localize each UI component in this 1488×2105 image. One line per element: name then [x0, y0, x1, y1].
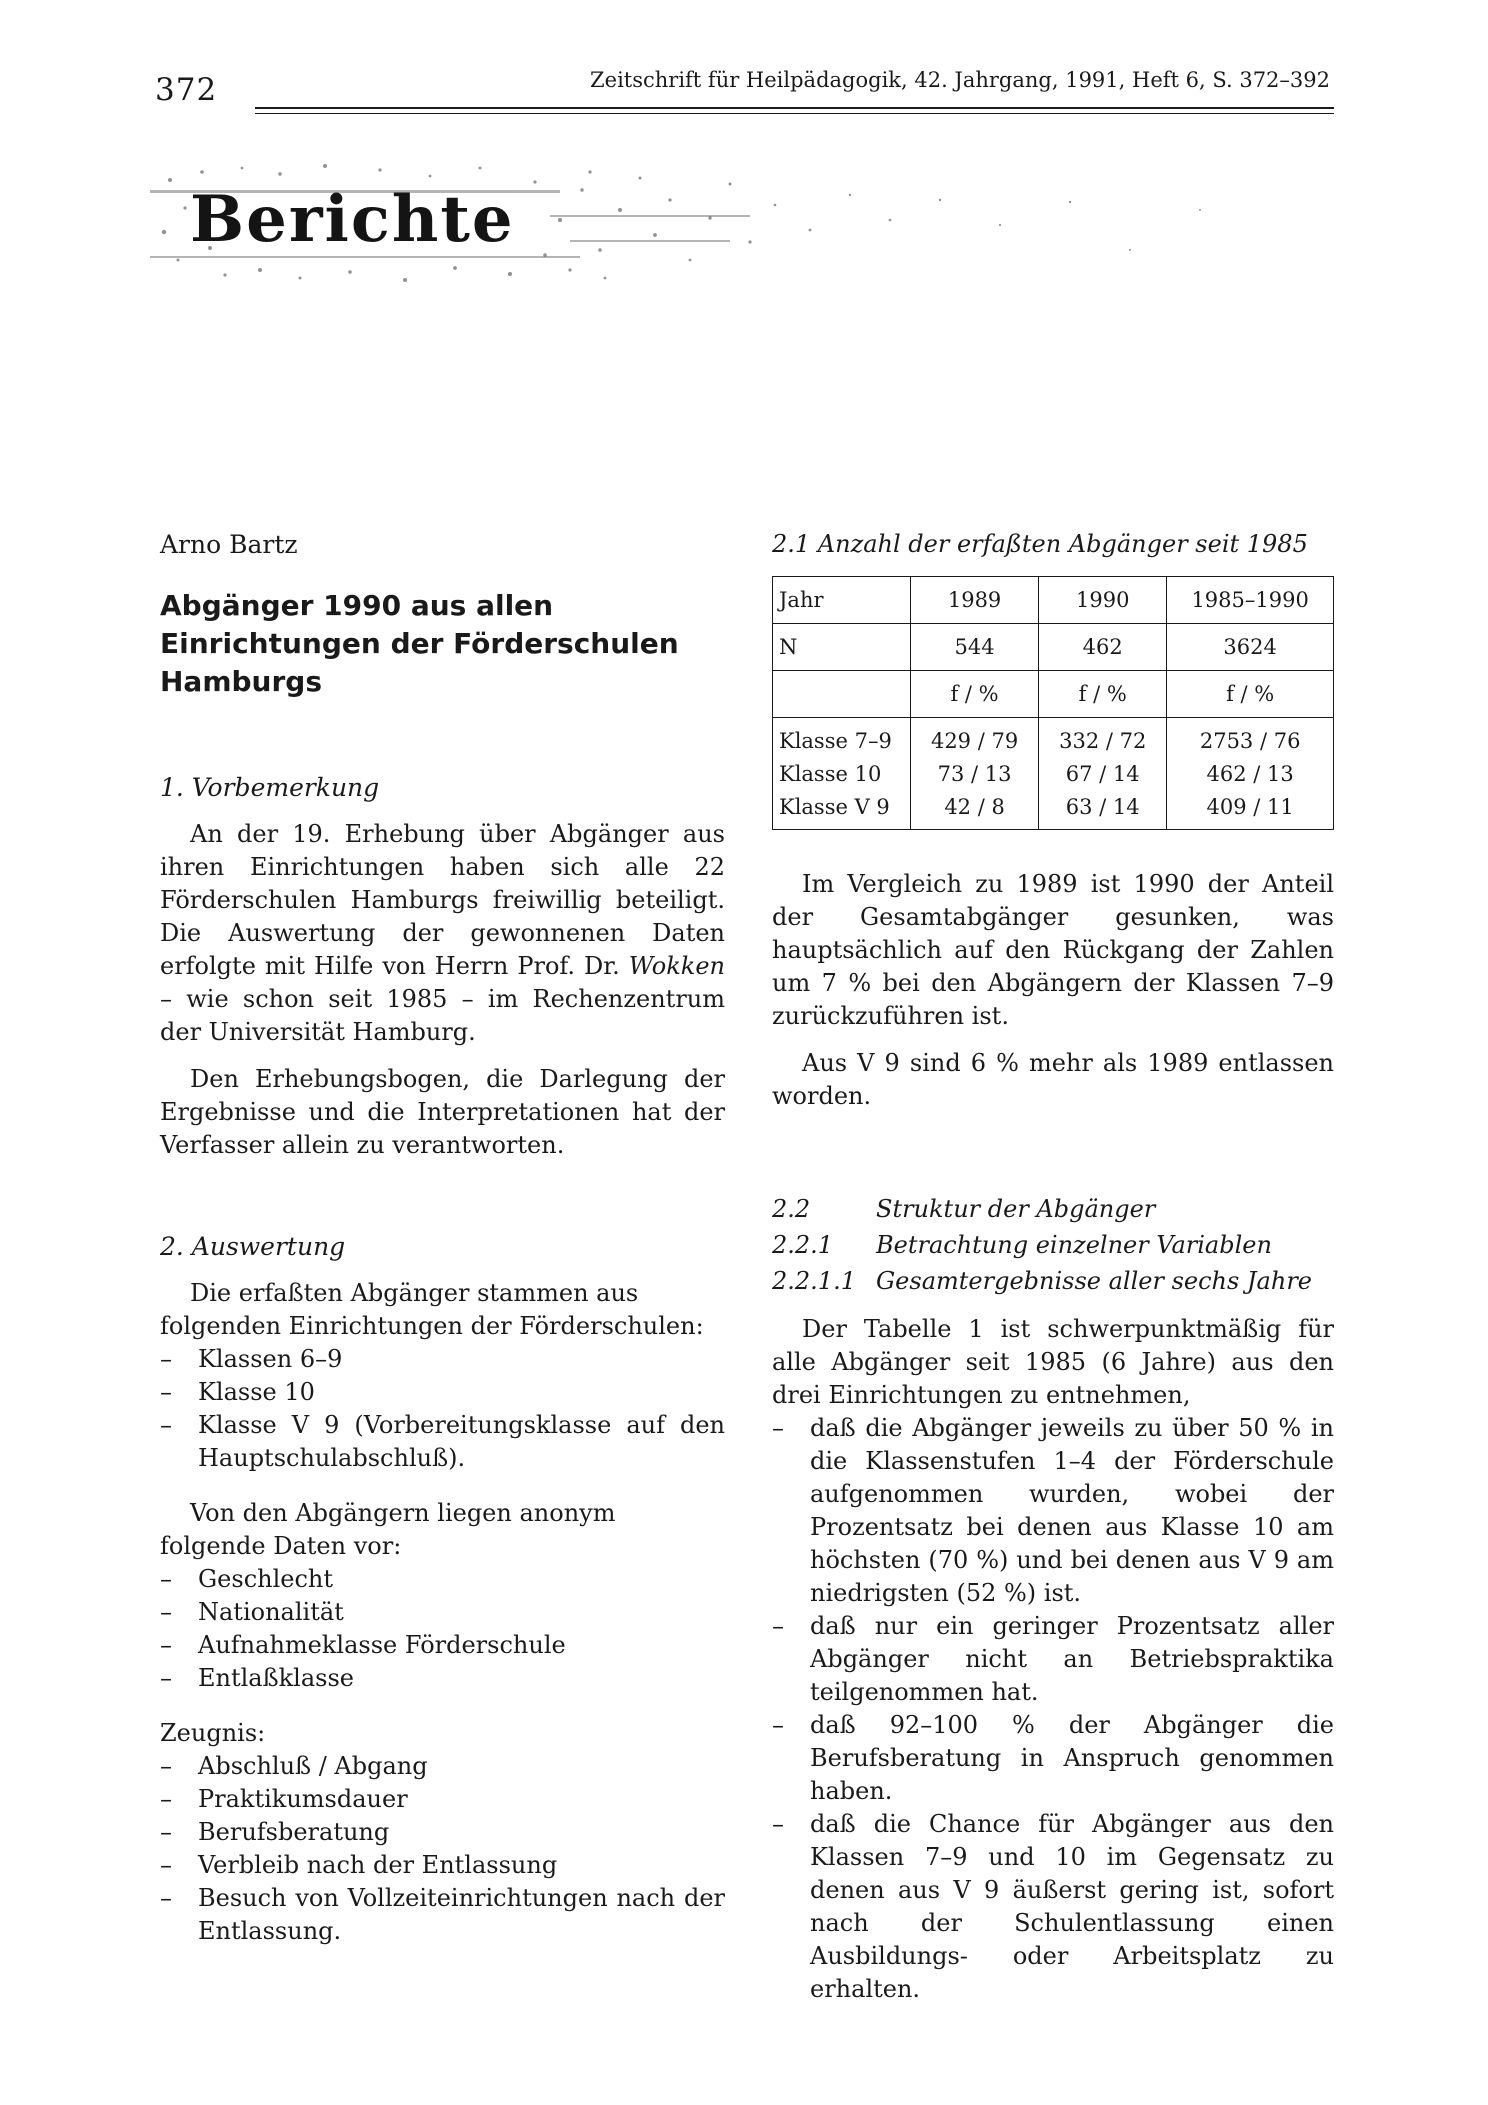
header-rule [255, 107, 1334, 109]
table-cell: Klasse V 9 [773, 790, 911, 830]
subheading-2-2-1: 2.2.1 Betrachtung einzelner Variablen [772, 1231, 1272, 1259]
table-row [773, 671, 1334, 718]
table-cell: Klasse 10 [773, 757, 911, 790]
table-cell: 63 / 14 [1039, 790, 1167, 830]
list-item: – daß die Abgänger jeweils zu über 50 % in die Klassenstufen 1–4 der Förderschule aufgenommen wurden, wobei der Prozentsatz bei denen aus Klasse 10 am höchsten (70 %) und bei denen aus V 9 am niedrigsten (52 %) ist. [772, 1414, 1334, 1607]
table-row [773, 624, 1334, 671]
list-item: – Klasse 10 [160, 1378, 315, 1406]
banner-title: Berichte [190, 182, 515, 257]
table-cell: 3624 [1167, 624, 1334, 671]
data-fields-list [160, 1563, 725, 1695]
results-list [772, 1412, 1334, 2006]
table-cell: f / % [1167, 671, 1334, 718]
header-rule-thin [255, 113, 1334, 114]
list-item: – Praktikumsdauer [160, 1785, 408, 1813]
list-item: – daß 92–100 % der Abgänger die Berufsberatung in Anspruch genommen haben. [772, 1711, 1334, 1805]
section-1-paragraph-1: An der 19. Erhebung über Abgänger aus ihren Einrichtungen haben sich alle 22 Förderschulen Hamburgs freiwillig beteiligt. Die Auswertung der gewonnenen Daten erfolgte mit Hilfe von Herrn Prof. Dr. Wokken – wie schon seit 1985 – im Rechenzentrum der Universität Hamburg. [160, 820, 725, 1046]
table-row [773, 577, 1334, 624]
table-row [773, 718, 1334, 758]
section-2-heading: 2. Auswertung [160, 1232, 346, 1261]
author-name: Arno Bartz [160, 530, 298, 559]
list-item: – Abschluß / Abgang [160, 1752, 428, 1780]
left-column [160, 530, 725, 1970]
table-cell: 409 / 11 [1167, 790, 1334, 830]
table-cell: 332 / 72 [1039, 718, 1167, 758]
table-cell: 462 [1039, 624, 1167, 671]
table-cell: 2753 / 76 [1167, 718, 1334, 758]
list-item: – Klassen 6–9 [160, 1345, 343, 1373]
right-column [772, 530, 1334, 2028]
table-cell: Jahr [773, 577, 911, 624]
table-cell: Klasse 7–9 [773, 718, 911, 758]
list-item: – Geschlecht [160, 1565, 334, 1593]
running-head: Zeitschrift für Heilpädagogik, 42. Jahrgang, 1991, Heft 6, S. 372–392 [590, 68, 1330, 92]
zeugnis-list [160, 1750, 725, 1948]
table-row [773, 790, 1334, 830]
table-caption: 2.1 Anzahl der erfaßten Abgänger seit 1985 [772, 530, 1308, 558]
section-banner [150, 160, 1240, 290]
table-cell: 429 / 79 [911, 718, 1039, 758]
list-item: – Entlaßklasse [160, 1664, 354, 1692]
article-title: Abgänger 1990 aus allen Einrichtungen der Förderschulen Hamburgs [160, 589, 679, 698]
results-intro-paragraph: Der Tabelle 1 ist schwerpunktmäßig für alle Abgänger seit 1985 (6 Jahre) aus den drei Einrichtungen zu entnehmen, [772, 1315, 1334, 1409]
section-2-paragraph-2: Von den Abgängern liegen anonym folgende Daten vor: [160, 1499, 616, 1560]
comparison-paragraph: Im Vergleich zu 1989 ist 1990 der Anteil der Gesamtabgänger gesunken, was hauptsächlich auf den Rückgang der Zahlen um 7 % bei den Abgängern der Klassen 7–9 zurückzuführen ist. [772, 870, 1334, 1030]
table-cell: 1985–1990 [1167, 577, 1334, 624]
list-item: – Klasse V 9 (Vorbereitungsklasse auf den Hauptschulabschluß). [160, 1411, 725, 1472]
table-cell [773, 671, 911, 718]
table-cell: f / % [911, 671, 1039, 718]
list-item: – Verbleib nach der Entlassung [160, 1851, 558, 1879]
table-cell: 67 / 14 [1039, 757, 1167, 790]
section-1-paragraph-2: Den Erhebungsbogen, die Darlegung der Ergebnisse und die Interpretationen hat der Verfasser allein zu verantworten. [160, 1065, 725, 1159]
v9-paragraph: Aus V 9 sind 6 % mehr als 1989 entlassen worden. [772, 1049, 1334, 1110]
graduates-table [772, 576, 1334, 830]
subheading-2-2: 2.2 Struktur der Abgänger [772, 1195, 1156, 1223]
table-cell: 1990 [1039, 577, 1167, 624]
table-cell: 1989 [911, 577, 1039, 624]
list-item: – Nationalität [160, 1598, 344, 1626]
list-item: – Besuch von Vollzeiteinrichtungen nach der Entlassung. [160, 1884, 725, 1945]
zeugnis-label: Zeugnis: [160, 1719, 266, 1747]
table-cell: N [773, 624, 911, 671]
table-cell: 42 / 8 [911, 790, 1039, 830]
table-cell: 544 [911, 624, 1039, 671]
list-item: – Berufsberatung [160, 1818, 390, 1846]
page-number: 372 [155, 72, 218, 108]
table-cell: 462 / 13 [1167, 757, 1334, 790]
table-cell: f / % [1039, 671, 1167, 718]
list-item: – Aufnahmeklasse Förderschule [160, 1631, 566, 1659]
section-1-heading: 1. Vorbemerkung [160, 773, 380, 802]
table-cell: 73 / 13 [911, 757, 1039, 790]
subheading-2-2-1-1: 2.2.1.1 Gesamtergebnisse aller sechs Jahre [772, 1267, 1312, 1295]
list-item: – daß die Chance für Abgänger aus den Klassen 7–9 und 10 im Gegensatz zu denen aus V 9 äußerst gering ist, sofort nach der Schulentlassung einen Ausbildungs- oder Arbeitsplatz zu erhalten. [772, 1810, 1334, 2003]
institutions-list [160, 1343, 725, 1475]
section-2-paragraph-1: Die erfaßten Abgänger stammen aus folgenden Einrichtungen der Förderschulen: [160, 1279, 704, 1340]
list-item: – daß nur ein geringer Prozentsatz aller Abgänger nicht an Betriebspraktika teilgenommen hat. [772, 1612, 1334, 1706]
table-row [773, 757, 1334, 790]
